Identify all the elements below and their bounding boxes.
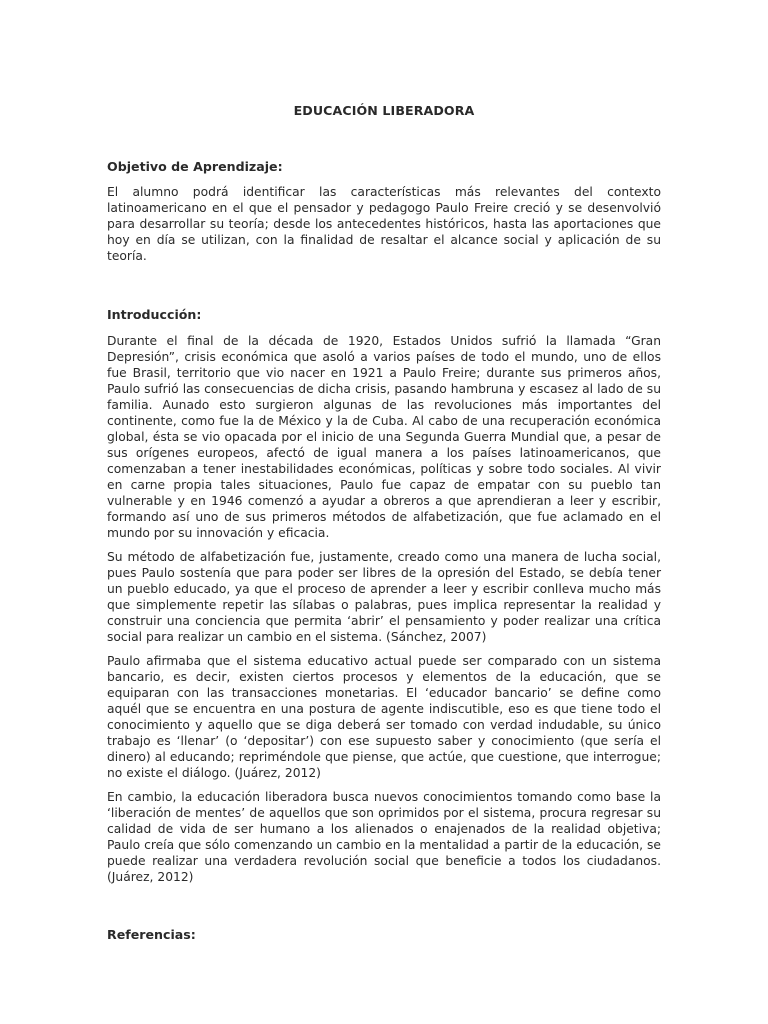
introduction-paragraph: Durante el final de la década de 1920, Estados Unidos sufrió la llamada “Gran Depresión”, crisis económica que asoló a varios países de todo el mundo, uno de ellos fue Brasil, territorio que vio nacer en 1921 a Paulo Freire; durante sus primeros años, Paulo sufrió las consecuencias de dicha crisis, pasando hambruna y escasez al lado de su familia. Aunado esto surgieron algunas de las revoluciones más importantes del continente, como fue la de México y la de Cuba. Al cabo de una recuperación económica global, ésta se vio opacada por el inicio de una Segunda Guerra Mundial que, a pesar de sus orígenes europeos, afectó de igual manera a los países latinoamericanos, que comenzaban a tener inestabilidades económicas, políticas y sobre todo sociales. Al vivir en carne propia tales situaciones, Paulo fue capaz de empatar con su pueblo tan vulnerable y en 1946 comenzó a ayudar a obreros a que aprendieran a leer y escribir, formando así uno de sus primeros métodos de alfabetización, que fue aclamado en el mundo por su innovación y eficacia. <box>107 334 661 540</box>
introduction-paragraph: Su método de alfabetización fue, justamente, creado como una manera de lucha social, pues Paulo sostenía que para poder ser libres de la opresión del Estado, se debía tener un pueblo educado, ya que el proceso de aprender a leer y escribir conlleva mucho más que simplemente repetir las sílabas o palabras, pues implica representar la realidad y construir una conciencia que permita ‘abrir’ el pensamiento y poder realizar una crítica social para realizar un cambio en el sistema. (Sánchez, 2007) <box>107 550 661 644</box>
document-title: EDUCACIÓN LIBERADORA <box>293 103 475 118</box>
objective-heading: Objetivo de Aprendizaje: <box>107 159 283 174</box>
objective-paragraph: El alumno podrá identificar las características más relevantes del contexto latinoamericano en el que el pensador y pedagogo Paulo Freire creció y se desenvolvió para desarrollar su teoría; desde los antecedentes históricos, hasta las aportaciones que hoy en día se utilizan, con la finalidad de resaltar el alcance social y aplicación de su teoría. <box>107 185 661 263</box>
introduction-heading: Introducción: <box>107 307 202 322</box>
introduction-paragraph: Paulo afirmaba que el sistema educativo actual puede ser comparado con un sistema bancario, es decir, existen ciertos procesos y elementos de la educación, que se equiparan con las transacciones monetarias. El ‘educador bancario’ se define como aquél que se encuentra en una postura de agente indiscutible, eso es que tiene todo el conocimiento y aquello que se diga deberá ser tomado con verdad indudable, su único trabajo es ‘llenar’ (o ‘depositar’) con ese supuesto saber y conocimiento (que sería el dinero) al educando; repriméndole que piense, que actúe, que cuestione, que interrogue; no existe el diálogo. (Juárez, 2012) <box>107 654 661 780</box>
references-heading: Referencias: <box>107 927 196 942</box>
introduction-paragraph: En cambio, la educación liberadora busca nuevos conocimientos tomando como base la ‘liberación de mentes’ de aquellos que son oprimidos por el sistema, procura regresar su calidad de vida de ser humano a los alienados o enajenados de la realidad objetiva; Paulo creía que sólo comenzando un cambio en la mentalidad a partir de la educación, se puede realizar una verdadera revolución social que beneficie a todos los ciudadanos. (Juárez, 2012) <box>107 790 661 884</box>
